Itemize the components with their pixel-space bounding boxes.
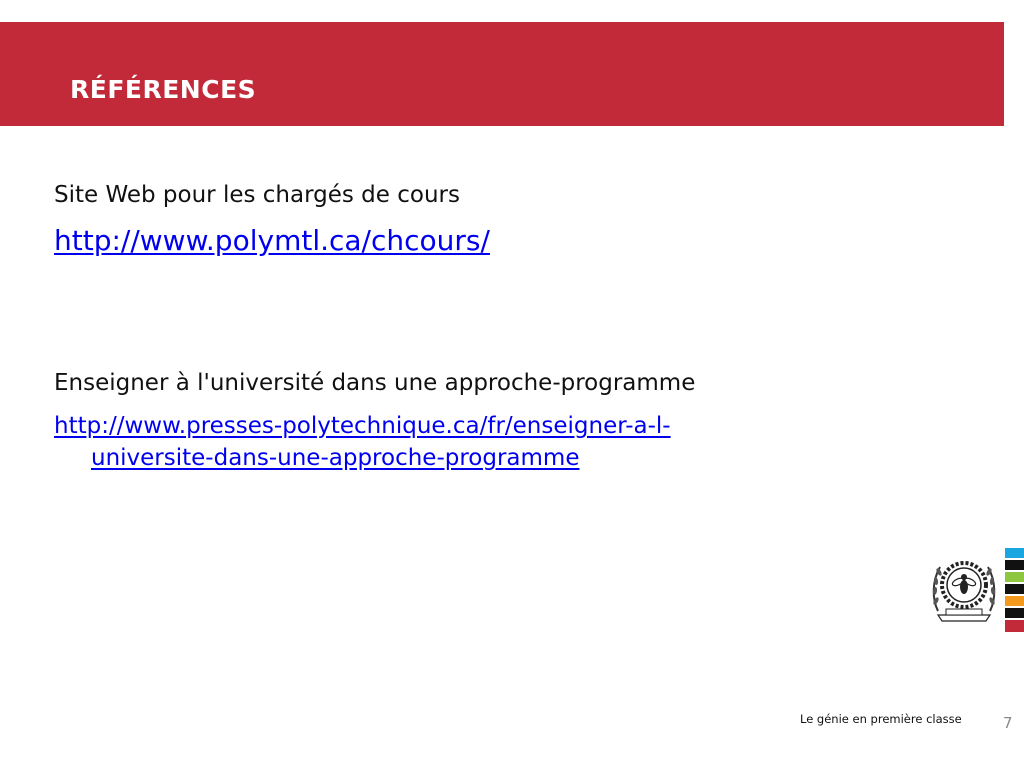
reference-heading: Enseigner à l'université dans une approche-programme bbox=[54, 370, 696, 396]
color-bar-black bbox=[1005, 584, 1024, 594]
color-bar-orange bbox=[1005, 596, 1024, 606]
footer-tagline: Le génie en première classe bbox=[800, 712, 962, 726]
header-band bbox=[0, 22, 1004, 126]
color-bar-blue bbox=[1005, 548, 1024, 558]
color-bar-black bbox=[1005, 608, 1024, 618]
slide-title: RÉFÉRENCES bbox=[70, 75, 257, 104]
reference-link[interactable]: http://www.presses-polytechnique.ca/fr/enseigner-a-l- bbox=[54, 413, 671, 439]
reference-link[interactable]: http://www.polymtl.ca/chcours/ bbox=[54, 224, 490, 257]
reference-heading: Site Web pour les chargés de cours bbox=[54, 182, 460, 208]
page-number: 7 bbox=[1003, 714, 1013, 732]
color-bars bbox=[1005, 548, 1024, 634]
color-bar-red bbox=[1005, 620, 1024, 632]
color-bar-black bbox=[1005, 560, 1024, 570]
polytechnique-seal-icon bbox=[928, 551, 1000, 627]
color-bar-green bbox=[1005, 572, 1024, 582]
reference-link-continuation[interactable]: universite-dans-une-approche-programme bbox=[91, 445, 580, 471]
